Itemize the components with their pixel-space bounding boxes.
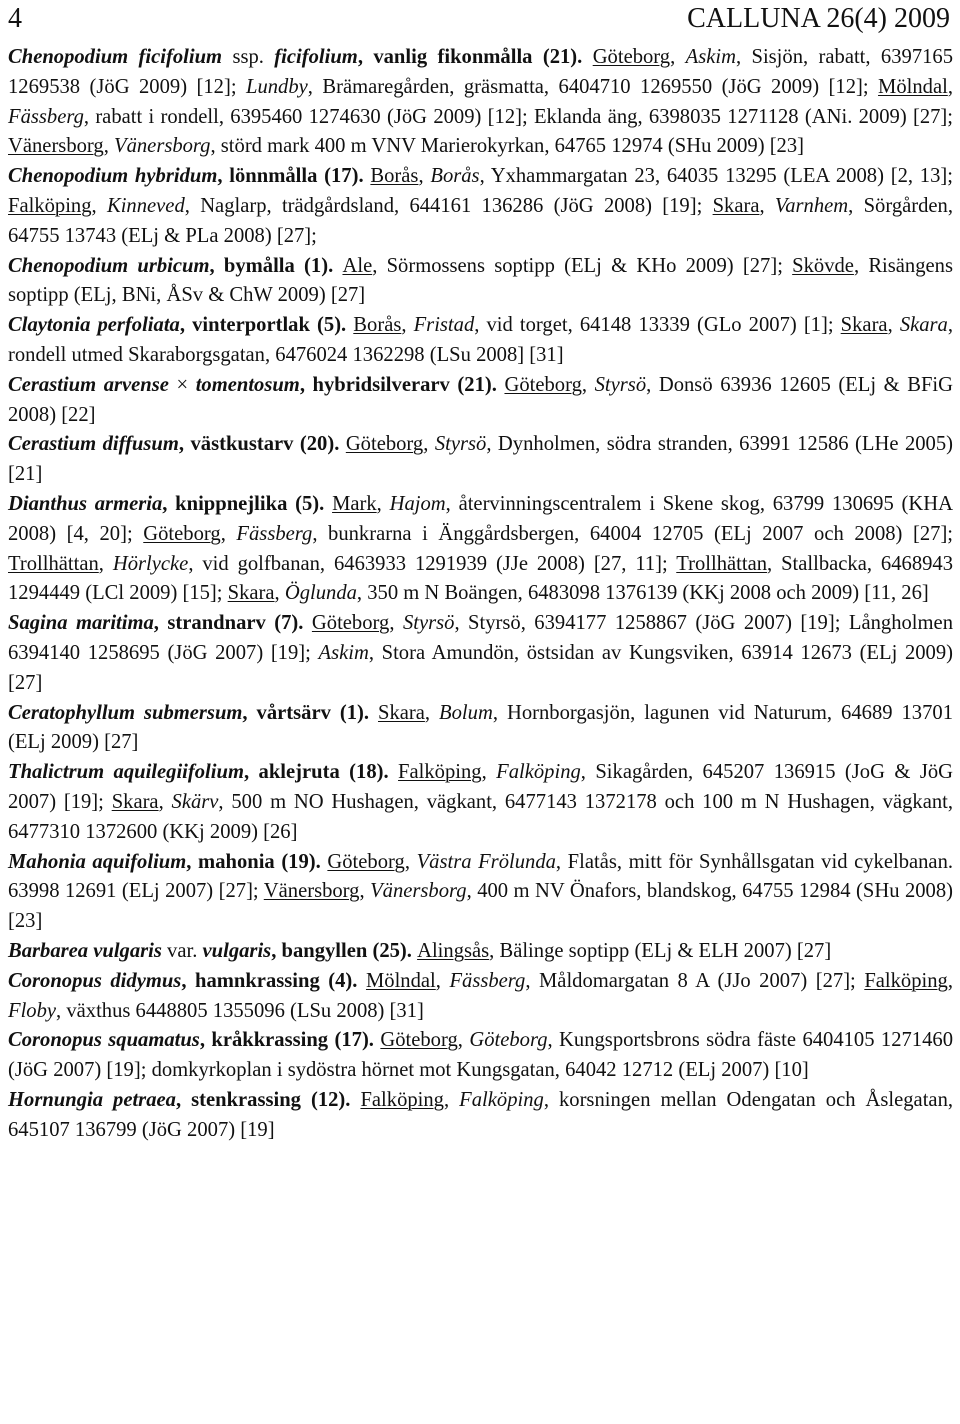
- species-entry: [8, 699, 953, 759]
- locality-text: ,: [947, 75, 953, 98]
- locality-text: , bunkrarna i Änggårdsbergen, 64004 12705 (ELj 2007 och 2008) [27];: [312, 522, 954, 545]
- parish-name: Fässberg: [449, 969, 526, 992]
- locality-text: ,: [220, 522, 237, 545]
- species-latin-name: Chenopodium hybridum: [8, 165, 218, 188]
- municipality-name: Mölndal: [878, 75, 948, 98]
- parish-name: Vänersborg: [370, 880, 467, 903]
- municipality-name: Göteborg: [327, 850, 405, 873]
- locality-text: , korsningen mellan Odengatan och Åslegatan, 645107 136799 (JöG 2007) [19]: [8, 1088, 954, 1141]
- locality-text: ,: [670, 46, 686, 68]
- municipality-name: Göteborg: [311, 612, 390, 635]
- municipality-name: Trollhättan: [676, 552, 768, 575]
- species-common-name: , hybridsilverarv (21).: [299, 373, 505, 396]
- parish-name: Borås: [430, 165, 480, 188]
- parish-name: Västra Frölunda: [416, 850, 556, 873]
- species-latin-name: Hornungia petraea: [8, 1088, 176, 1111]
- locality-text: , Bälinge soptipp (ELj & ELH 2007) [27]: [489, 939, 832, 962]
- species-infra-name: tomentosum: [195, 373, 300, 396]
- locality-text: ,: [98, 552, 113, 575]
- parish-name: Askim: [318, 641, 369, 664]
- parish-name: Skärv: [171, 790, 219, 813]
- locality-text: , Stora Amundön, östsidan av Kungsviken, 63914 12673 (ELj 2009) [27]: [8, 641, 953, 694]
- species-rank-marker: var.: [161, 939, 203, 962]
- species-latin-name: Chenopodium ficifolium: [8, 46, 223, 68]
- species-latin-name: Coronopus didymus: [8, 969, 182, 992]
- species-entry: [8, 758, 953, 847]
- municipality-name: Falköping: [8, 194, 92, 217]
- locality-text: , Kungsportsbrons södra fäste 6404105 1271460 (JöG 2007) [19]; domkyrkoplan i sydöstra hörnet mot Kungsgatan, 64042 12712 (ELj 2007) [10]: [8, 1029, 953, 1082]
- locality-text: , 500 m NO Hushagen, vägkant, 6477143 1372178 och 100 m N Hushagen, vägkant, 6477310 1372600 (KKj 2009) [26]: [8, 790, 954, 843]
- municipality-name: Skara: [712, 194, 760, 217]
- parish-name: Varnhem: [774, 194, 849, 217]
- parish-name: Falköping: [459, 1088, 544, 1111]
- parish-name: Skara: [899, 314, 948, 337]
- species-entry: [8, 371, 953, 431]
- parish-name: Askim: [685, 46, 736, 68]
- species-common-name: , vanlig fikonmålla (21).: [357, 46, 593, 68]
- locality-text: ,: [404, 850, 417, 873]
- locality-text: ,: [359, 880, 371, 903]
- species-latin-name: Mahonia aquifolium: [8, 850, 187, 873]
- locality-text: , Hornborgasjön, lagunen vid Naturum, 64689 13701 (ELj 2009) [27]: [8, 701, 953, 754]
- municipality-name: Göteborg: [504, 373, 582, 396]
- locality-text: , Brämaregården, gräsmatta, 6404710 1269550 (JöG 2009) [12];: [307, 75, 879, 98]
- locality-text: , 400 m NV Önafors, blandskog, 64755 12984 (SHu 2008) [23]: [8, 880, 954, 933]
- municipality-name: Göteborg: [345, 433, 424, 456]
- locality-text: , Stallbacka, 6468943 1294449 (LCl 2009) [15];: [8, 552, 954, 605]
- locality-text: ,: [91, 194, 107, 217]
- species-latin-name: Chenopodium urbicum: [8, 254, 210, 277]
- parish-name: Floby: [8, 999, 57, 1022]
- parish-name: Fässberg: [8, 105, 84, 128]
- municipality-name: Skara: [227, 582, 275, 605]
- locality-text: ,: [435, 969, 450, 992]
- parish-name: Öglunda: [284, 582, 357, 605]
- municipality-name: Borås: [370, 165, 419, 188]
- page-header: [8, 2, 950, 36]
- locality-text: , 350 m N Boängen, 6483098 1376139 (KKj 2008 och 2009) [11, 26]: [356, 582, 929, 605]
- locality-text: ,: [389, 612, 403, 635]
- locality-text: ,: [759, 194, 775, 217]
- locality-text: ,: [443, 1088, 460, 1111]
- parish-name: Fässberg: [236, 522, 313, 545]
- locality-text: ,: [481, 761, 497, 784]
- locality-text: , Måldomargatan 8 A (JJo 2007) [27];: [525, 969, 865, 992]
- locality-text: ,: [418, 165, 431, 188]
- species-entry: [8, 252, 953, 312]
- municipality-name: Skara: [111, 790, 159, 813]
- municipality-name: Mölndal: [365, 969, 436, 992]
- municipality-name: Skara: [840, 314, 888, 337]
- locality-text: , Donsö 63936 12605 (ELj & BFiG 2008) [22]: [8, 373, 954, 426]
- locality-text: , Sikagården, 645207 136915 (JoG & JöG 2007) [19];: [8, 761, 953, 813]
- species-common-name: , vinterportlak (5).: [179, 314, 354, 337]
- locality-text: ,: [947, 969, 953, 992]
- locality-text: , vid golfbanan, 6463933 1291939 (JJe 2008) [27, 11];: [188, 552, 677, 575]
- species-common-name: , bymålla (1).: [209, 254, 343, 277]
- municipality-name: Trollhättan: [8, 552, 99, 575]
- species-rank-marker: ssp.: [222, 46, 275, 68]
- species-entry: [8, 1086, 953, 1146]
- locality-text: ,: [158, 790, 172, 813]
- municipality-name: Vänersborg: [263, 880, 360, 903]
- parish-name: Kinneved: [106, 194, 185, 217]
- species-common-name: , västkustarv (20).: [178, 433, 346, 456]
- locality-text: , Styrsö, 6394177 1258867 (JöG 2007) [19]; Långholmen 6394140 1258695 (JöG 2007) [19];: [8, 612, 953, 664]
- municipality-name: Göteborg: [380, 1029, 458, 1052]
- parish-name: Styrsö: [594, 373, 647, 396]
- parish-name: Hajom: [389, 492, 446, 515]
- municipality-name: Falköping: [864, 969, 948, 992]
- municipality-name: Skövde: [792, 254, 854, 277]
- parish-name: Vänersborg: [114, 135, 211, 158]
- species-common-name: , stenkrassing (12).: [175, 1088, 361, 1111]
- species-common-name: , knippnejlika (5).: [162, 492, 333, 515]
- parish-name: Styrsö: [402, 612, 455, 635]
- locality-text: , Yxhammargatan 23, 64035 13295 (LEA 2008) [2, 13];: [479, 165, 953, 188]
- species-entry: [8, 967, 953, 1027]
- species-latin-name: Thalictrum aquilegiifolium: [8, 761, 244, 784]
- species-infra-name: vulgaris: [202, 939, 272, 962]
- municipality-name: Alingsås: [417, 939, 490, 962]
- species-latin-name: Ceratophyllum submersum: [8, 701, 243, 724]
- species-latin-name: Sagina maritima: [8, 612, 154, 635]
- locality-text: ,: [423, 433, 435, 456]
- locality-text: , Flatås, mitt för Synhållsgatan vid cykelbanan. 63998 12691 (ELj 2007) [27];: [8, 850, 954, 903]
- municipality-name: Göteborg: [592, 46, 671, 68]
- locality-text: ,: [274, 582, 285, 605]
- species-entry: [8, 490, 953, 609]
- species-latin-name: Coronopus squamatus: [8, 1029, 200, 1052]
- locality-text: , Dynholmen, södra stranden, 63991 12586 (LHe 2005) [21]: [8, 433, 954, 486]
- parish-name: Lundby: [245, 75, 308, 98]
- species-entry: [8, 43, 953, 162]
- municipality-name: Ale: [342, 254, 373, 277]
- municipality-name: Borås: [353, 314, 402, 337]
- species-infra-name: ficifolium: [274, 46, 358, 68]
- locality-text: , rondell utmed Skaraborgsgatan, 6476024 1362298 (LSu 2008] [31]: [8, 314, 954, 366]
- species-entry: [8, 430, 953, 490]
- parish-name: Falköping: [496, 761, 581, 784]
- species-entry: [8, 1026, 953, 1086]
- locality-text: ,: [376, 492, 390, 515]
- page-number: 4: [8, 3, 22, 34]
- locality-text: ,: [581, 373, 595, 396]
- parish-name: Göteborg: [469, 1029, 548, 1052]
- locality-text: , vid torget, 64148 13339 (GLo 2007) [1];: [474, 314, 841, 337]
- species-latin-name: Cerastium diffusum: [8, 433, 179, 456]
- locality-text: ,: [887, 314, 900, 337]
- journal-title: CALLUNA 26(4) 2009: [687, 3, 950, 34]
- locality-text: ,: [401, 314, 414, 337]
- parish-name: Hörlycke: [112, 552, 189, 575]
- parish-name: Styrsö: [434, 433, 487, 456]
- locality-text: , Sörmossens soptipp (ELj & KHo 2009) [27];: [372, 254, 793, 277]
- species-common-name: , kråkkrassing (17).: [199, 1029, 381, 1052]
- species-rank-marker: ×: [168, 373, 196, 396]
- locality-text: , störd mark 400 m VNV Marierokyrkan, 64765 12974 (SHu 2009) [23]: [210, 135, 805, 158]
- species-common-name: , vårtsärv (1).: [242, 701, 379, 724]
- locality-text: , återvinningscentralem i Skene skog, 63799 130695 (KHA 2008) [4, 20];: [8, 492, 954, 545]
- species-common-name: , bangyllen (25).: [271, 939, 418, 962]
- species-entry: [8, 937, 953, 967]
- species-latin-name: Claytonia perfoliata: [8, 314, 180, 337]
- locality-text: , Sörgården, 64755 13743 (ELj & PLa 2008) [27];: [8, 194, 953, 247]
- parish-name: Bolum: [439, 701, 493, 724]
- species-entry: [8, 311, 953, 371]
- locality-text: ,: [424, 701, 440, 724]
- locality-text: , Risängens soptipp (ELj, BNi, ÅSv & ChW 2009) [27]: [8, 254, 953, 307]
- parish-name: Fristad: [413, 314, 475, 337]
- species-list: [8, 43, 953, 1145]
- locality-text: ,: [457, 1029, 470, 1052]
- locality-text: , Naglarp, trädgårdsland, 644161 136286 (JöG 2008) [19];: [184, 194, 713, 217]
- locality-text: , Sisjön, rabatt, 6397165 1269538 (JöG 2009) [12];: [8, 46, 954, 98]
- municipality-name: Skara: [378, 701, 425, 724]
- species-common-name: , mahonia (19).: [186, 850, 328, 873]
- species-entry: [8, 609, 953, 698]
- locality-text: , växthus 6448805 1355096 (LSu 2008) [31]: [56, 999, 424, 1022]
- municipality-name: Göteborg: [143, 522, 221, 545]
- locality-text: , rabatt i rondell, 6395460 1274630 (JöG 2009) [12]; Eklanda äng, 6398035 1271128 (ANi. 2009) [27];: [83, 105, 953, 128]
- municipality-name: Mark: [332, 492, 377, 515]
- species-latin-name: Barbarea vulgaris: [8, 939, 162, 962]
- locality-text: ,: [103, 135, 114, 158]
- species-common-name: , lönnmålla (17).: [217, 165, 371, 188]
- species-latin-name: Dianthus armeria: [8, 492, 163, 515]
- species-entry: [8, 162, 953, 251]
- species-common-name: , hamnkrassing (4).: [181, 969, 366, 992]
- species-common-name: , aklejruta (18).: [243, 761, 399, 784]
- municipality-name: Falköping: [398, 761, 482, 784]
- species-entry: [8, 848, 953, 937]
- species-latin-name: Cerastium arvense: [8, 373, 169, 396]
- species-common-name: , strandnarv (7).: [153, 612, 312, 635]
- municipality-name: Vänersborg: [8, 135, 104, 158]
- municipality-name: Falköping: [360, 1088, 444, 1111]
